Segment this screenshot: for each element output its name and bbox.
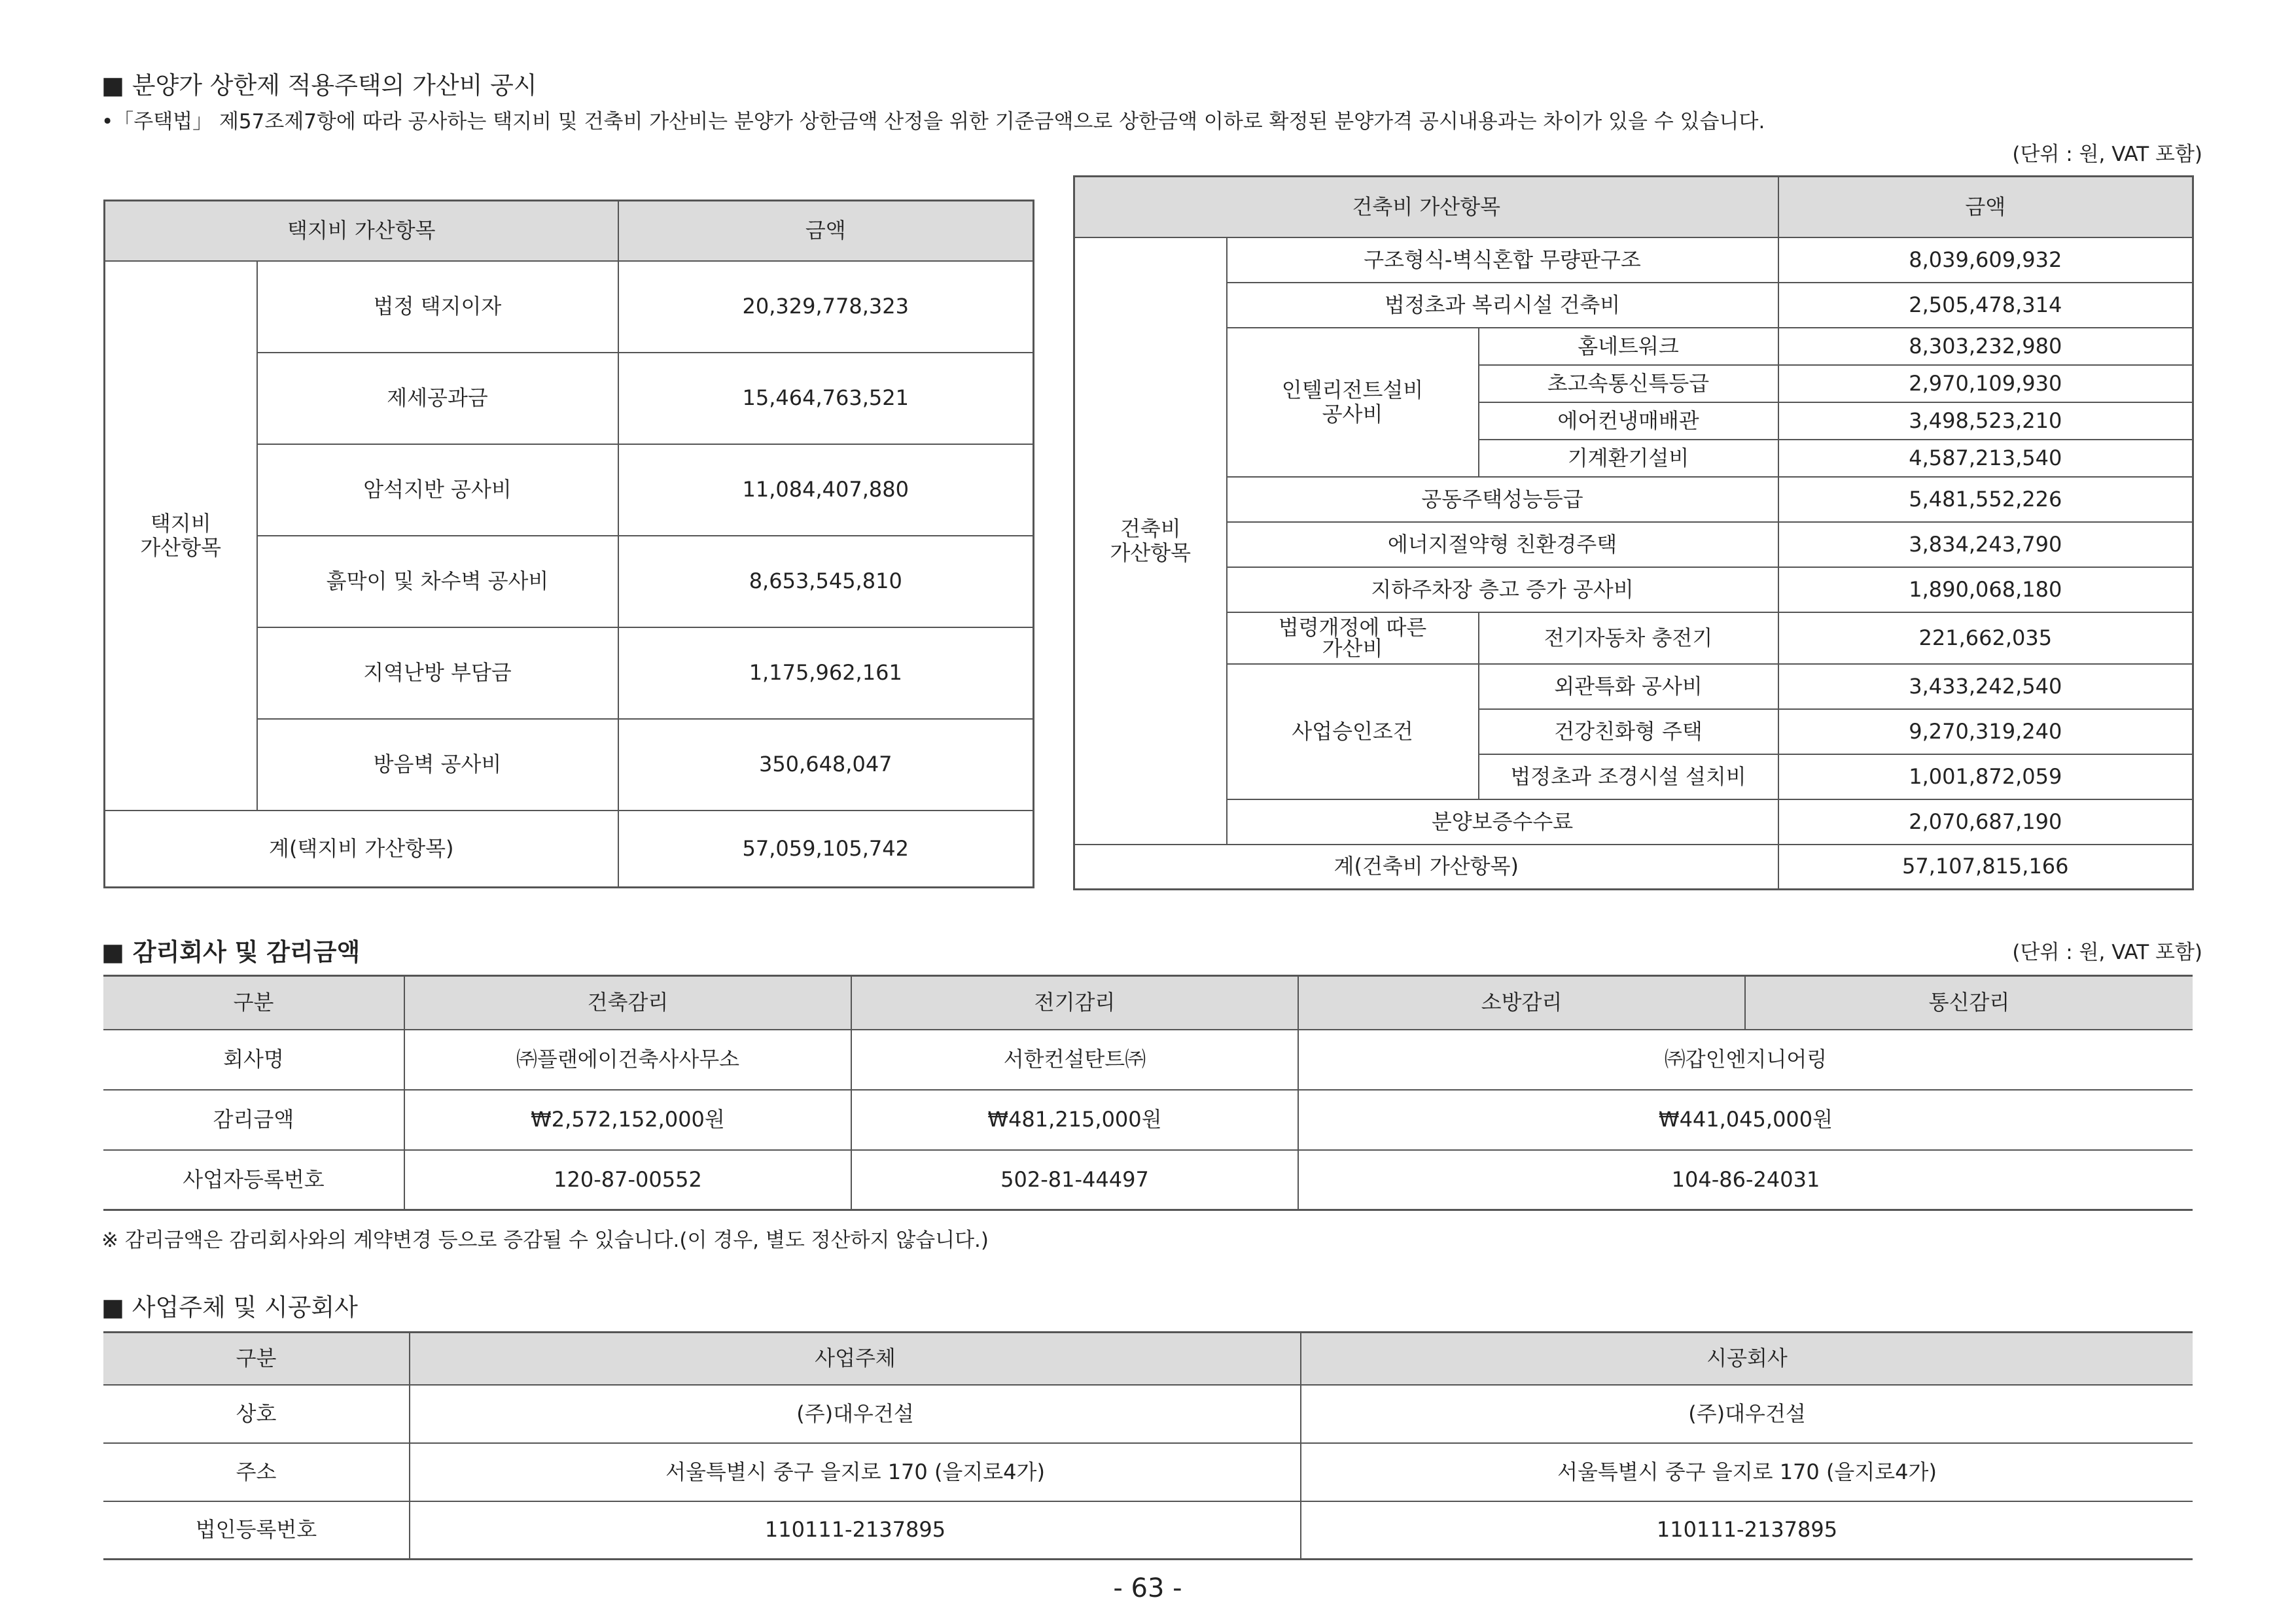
land-row-amount: 8,653,545,810 <box>618 536 1034 627</box>
land-row-amount: 20,329,778,323 <box>618 261 1034 353</box>
supervision-table <box>103 975 2193 1211</box>
build-row-name: 분양보증수수료 <box>1227 799 1778 845</box>
sup-fire-comm-value: ㈜갑인엔지니어링 <box>1298 1030 2193 1090</box>
land-group-label: 택지비 가산항목 <box>105 261 257 811</box>
build-row-name: 지하주차장 층고 증가 공사비 <box>1227 567 1778 612</box>
section-title-supervision: ■ 감리회사 및 감리금액 <box>101 938 361 966</box>
build-sub-name: 법정초과 조경시설 설치비 <box>1479 754 1778 799</box>
build-header-amount: 금액 <box>1778 177 2193 237</box>
build-row-amount: 1,890,068,180 <box>1778 567 2193 612</box>
dev-owner-value: 서울특별시 중구 을지로 170 (을지로4가) <box>410 1443 1301 1501</box>
dev-owner-value: 110111-2137895 <box>410 1501 1301 1560</box>
sup-row-label: 사업자등록번호 <box>103 1150 404 1210</box>
sup-arch-value: ㈜플랜에이건축사사무소 <box>404 1030 851 1090</box>
land-total-amount: 57,059,105,742 <box>618 811 1034 888</box>
land-row-amount: 1,175,962,161 <box>618 627 1034 719</box>
sup-row-label: 감리금액 <box>103 1090 404 1150</box>
dev-header-owner: 사업주체 <box>410 1333 1301 1385</box>
build-sub-name: 전기자동차 충전기 <box>1479 612 1778 664</box>
dev-builder-value: 110111-2137895 <box>1301 1501 2193 1560</box>
dev-row-label: 법인등록번호 <box>103 1501 410 1560</box>
supervision-unit-label: (단위 : 원, VAT 포함) <box>2012 941 2202 964</box>
land-row-name: 제세공과금 <box>257 353 618 444</box>
dev-row-label: 주소 <box>103 1443 410 1501</box>
build-row-name: 에너지절약형 친환경주택 <box>1227 522 1778 567</box>
dev-header-category: 구분 <box>103 1333 410 1385</box>
build-sub-amount: 3,498,523,210 <box>1778 402 2193 440</box>
build-row-name: 공동주택성능등급 <box>1227 477 1778 522</box>
land-row-name: 암석지반 공사비 <box>257 444 618 536</box>
sup-header-electrical: 전기감리 <box>851 976 1298 1030</box>
sup-elec-value: 서한컨설탄트㈜ <box>851 1030 1298 1090</box>
sup-arch-value: 120-87-00552 <box>404 1150 851 1210</box>
sup-header-category: 구분 <box>103 976 404 1030</box>
sup-arch-value: ₩2,572,152,000원 <box>404 1090 851 1150</box>
land-total-label: 계(택지비 가산항목) <box>105 811 618 888</box>
unit-label: (단위 : 원, VAT 포함) <box>2012 143 2202 166</box>
building-cost-table <box>1073 175 2194 890</box>
sup-header-communication: 통신감리 <box>1745 976 2193 1030</box>
section-note-housing-act: •「주택법」 제57조제7항에 따라 공사하는 택지비 및 건축비 가산비는 분양가 상한금액 산정을 위한 기준금액으로 상한금액 이하로 확정된 분양가격 공시내용과는 차이가 있을 수 있습니다. <box>101 110 1765 133</box>
build-sub-amount: 4,587,213,540 <box>1778 440 2193 477</box>
land-row-name: 법정 택지이자 <box>257 261 618 353</box>
build-sub-amount: 8,303,232,980 <box>1778 328 2193 365</box>
sup-fire-comm-value: ₩441,045,000원 <box>1298 1090 2193 1150</box>
build-law-label: 법령개정에 따른 가산비 <box>1227 612 1479 664</box>
build-sub-amount: 221,662,035 <box>1778 612 2193 664</box>
build-total-amount: 57,107,815,166 <box>1778 845 2193 890</box>
build-sub-name: 건강친화형 주택 <box>1479 709 1778 754</box>
supervision-note: ※ 감리금액은 감리회사와의 계약변경 등으로 증감될 수 있습니다.(이 경우, 별도 정산하지 않습니다.) <box>101 1229 989 1252</box>
sup-elec-value: ₩481,215,000원 <box>851 1090 1298 1150</box>
dev-row-label: 상호 <box>103 1385 410 1443</box>
dev-owner-value: (주)대우건설 <box>410 1385 1301 1443</box>
build-approval-label: 사업승인조건 <box>1227 664 1479 799</box>
build-row-amount: 2,505,478,314 <box>1778 283 2193 328</box>
build-sub-amount: 1,001,872,059 <box>1778 754 2193 799</box>
build-total-label: 계(건축비 가산항목) <box>1074 845 1778 890</box>
dev-builder-value: 서울특별시 중구 을지로 170 (을지로4가) <box>1301 1443 2193 1501</box>
sup-fire-comm-value: 104-86-24031 <box>1298 1150 2193 1210</box>
land-row-name: 방음벽 공사비 <box>257 719 618 811</box>
section-title-additional-costs: ■ 분양가 상한제 적용주택의 가산비 공시 <box>101 71 537 99</box>
land-row-name: 지역난방 부담금 <box>257 627 618 719</box>
land-row-amount: 15,464,763,521 <box>618 353 1034 444</box>
land-row-name: 흙막이 및 차수벽 공사비 <box>257 536 618 627</box>
section-title-developer-contractor: ■ 사업주체 및 시공회사 <box>101 1293 358 1321</box>
build-group-label: 건축비 가산항목 <box>1074 237 1227 845</box>
developer-contractor-table <box>103 1331 2193 1560</box>
sup-header-architecture: 건축감리 <box>404 976 851 1030</box>
build-header-item: 건축비 가산항목 <box>1074 177 1778 237</box>
land-row-amount: 350,648,047 <box>618 719 1034 811</box>
land-header-item: 택지비 가산항목 <box>105 201 618 261</box>
build-sub-name: 홈네트워크 <box>1479 328 1778 365</box>
build-row-amount: 5,481,552,226 <box>1778 477 2193 522</box>
dev-header-builder: 시공회사 <box>1301 1333 2193 1385</box>
build-sub-name: 기계환기설비 <box>1479 440 1778 477</box>
land-cost-table <box>103 200 1034 888</box>
land-header-amount: 금액 <box>618 201 1034 261</box>
build-sub-amount: 2,970,109,930 <box>1778 365 2193 402</box>
sup-row-label: 회사명 <box>103 1030 404 1090</box>
dev-builder-value: (주)대우건설 <box>1301 1385 2193 1443</box>
build-row-amount: 2,070,687,190 <box>1778 799 2193 845</box>
sup-header-fire: 소방감리 <box>1298 976 1745 1030</box>
build-sub-name: 에어컨냉매배관 <box>1479 402 1778 440</box>
build-row-amount: 8,039,609,932 <box>1778 237 2193 283</box>
build-sub-amount: 3,433,242,540 <box>1778 664 2193 709</box>
page-number: - 63 - <box>1113 1573 1182 1603</box>
build-sub-name: 초고속통신특등급 <box>1479 365 1778 402</box>
build-intelligent-label: 인텔리전트설비 공사비 <box>1227 328 1479 477</box>
build-row-name: 법정초과 복리시설 건축비 <box>1227 283 1778 328</box>
land-row-amount: 11,084,407,880 <box>618 444 1034 536</box>
build-row-amount: 3,834,243,790 <box>1778 522 2193 567</box>
sup-elec-value: 502-81-44497 <box>851 1150 1298 1210</box>
build-sub-amount: 9,270,319,240 <box>1778 709 2193 754</box>
build-row-name: 구조형식-벽식혼합 무량판구조 <box>1227 237 1778 283</box>
build-sub-name: 외관특화 공사비 <box>1479 664 1778 709</box>
